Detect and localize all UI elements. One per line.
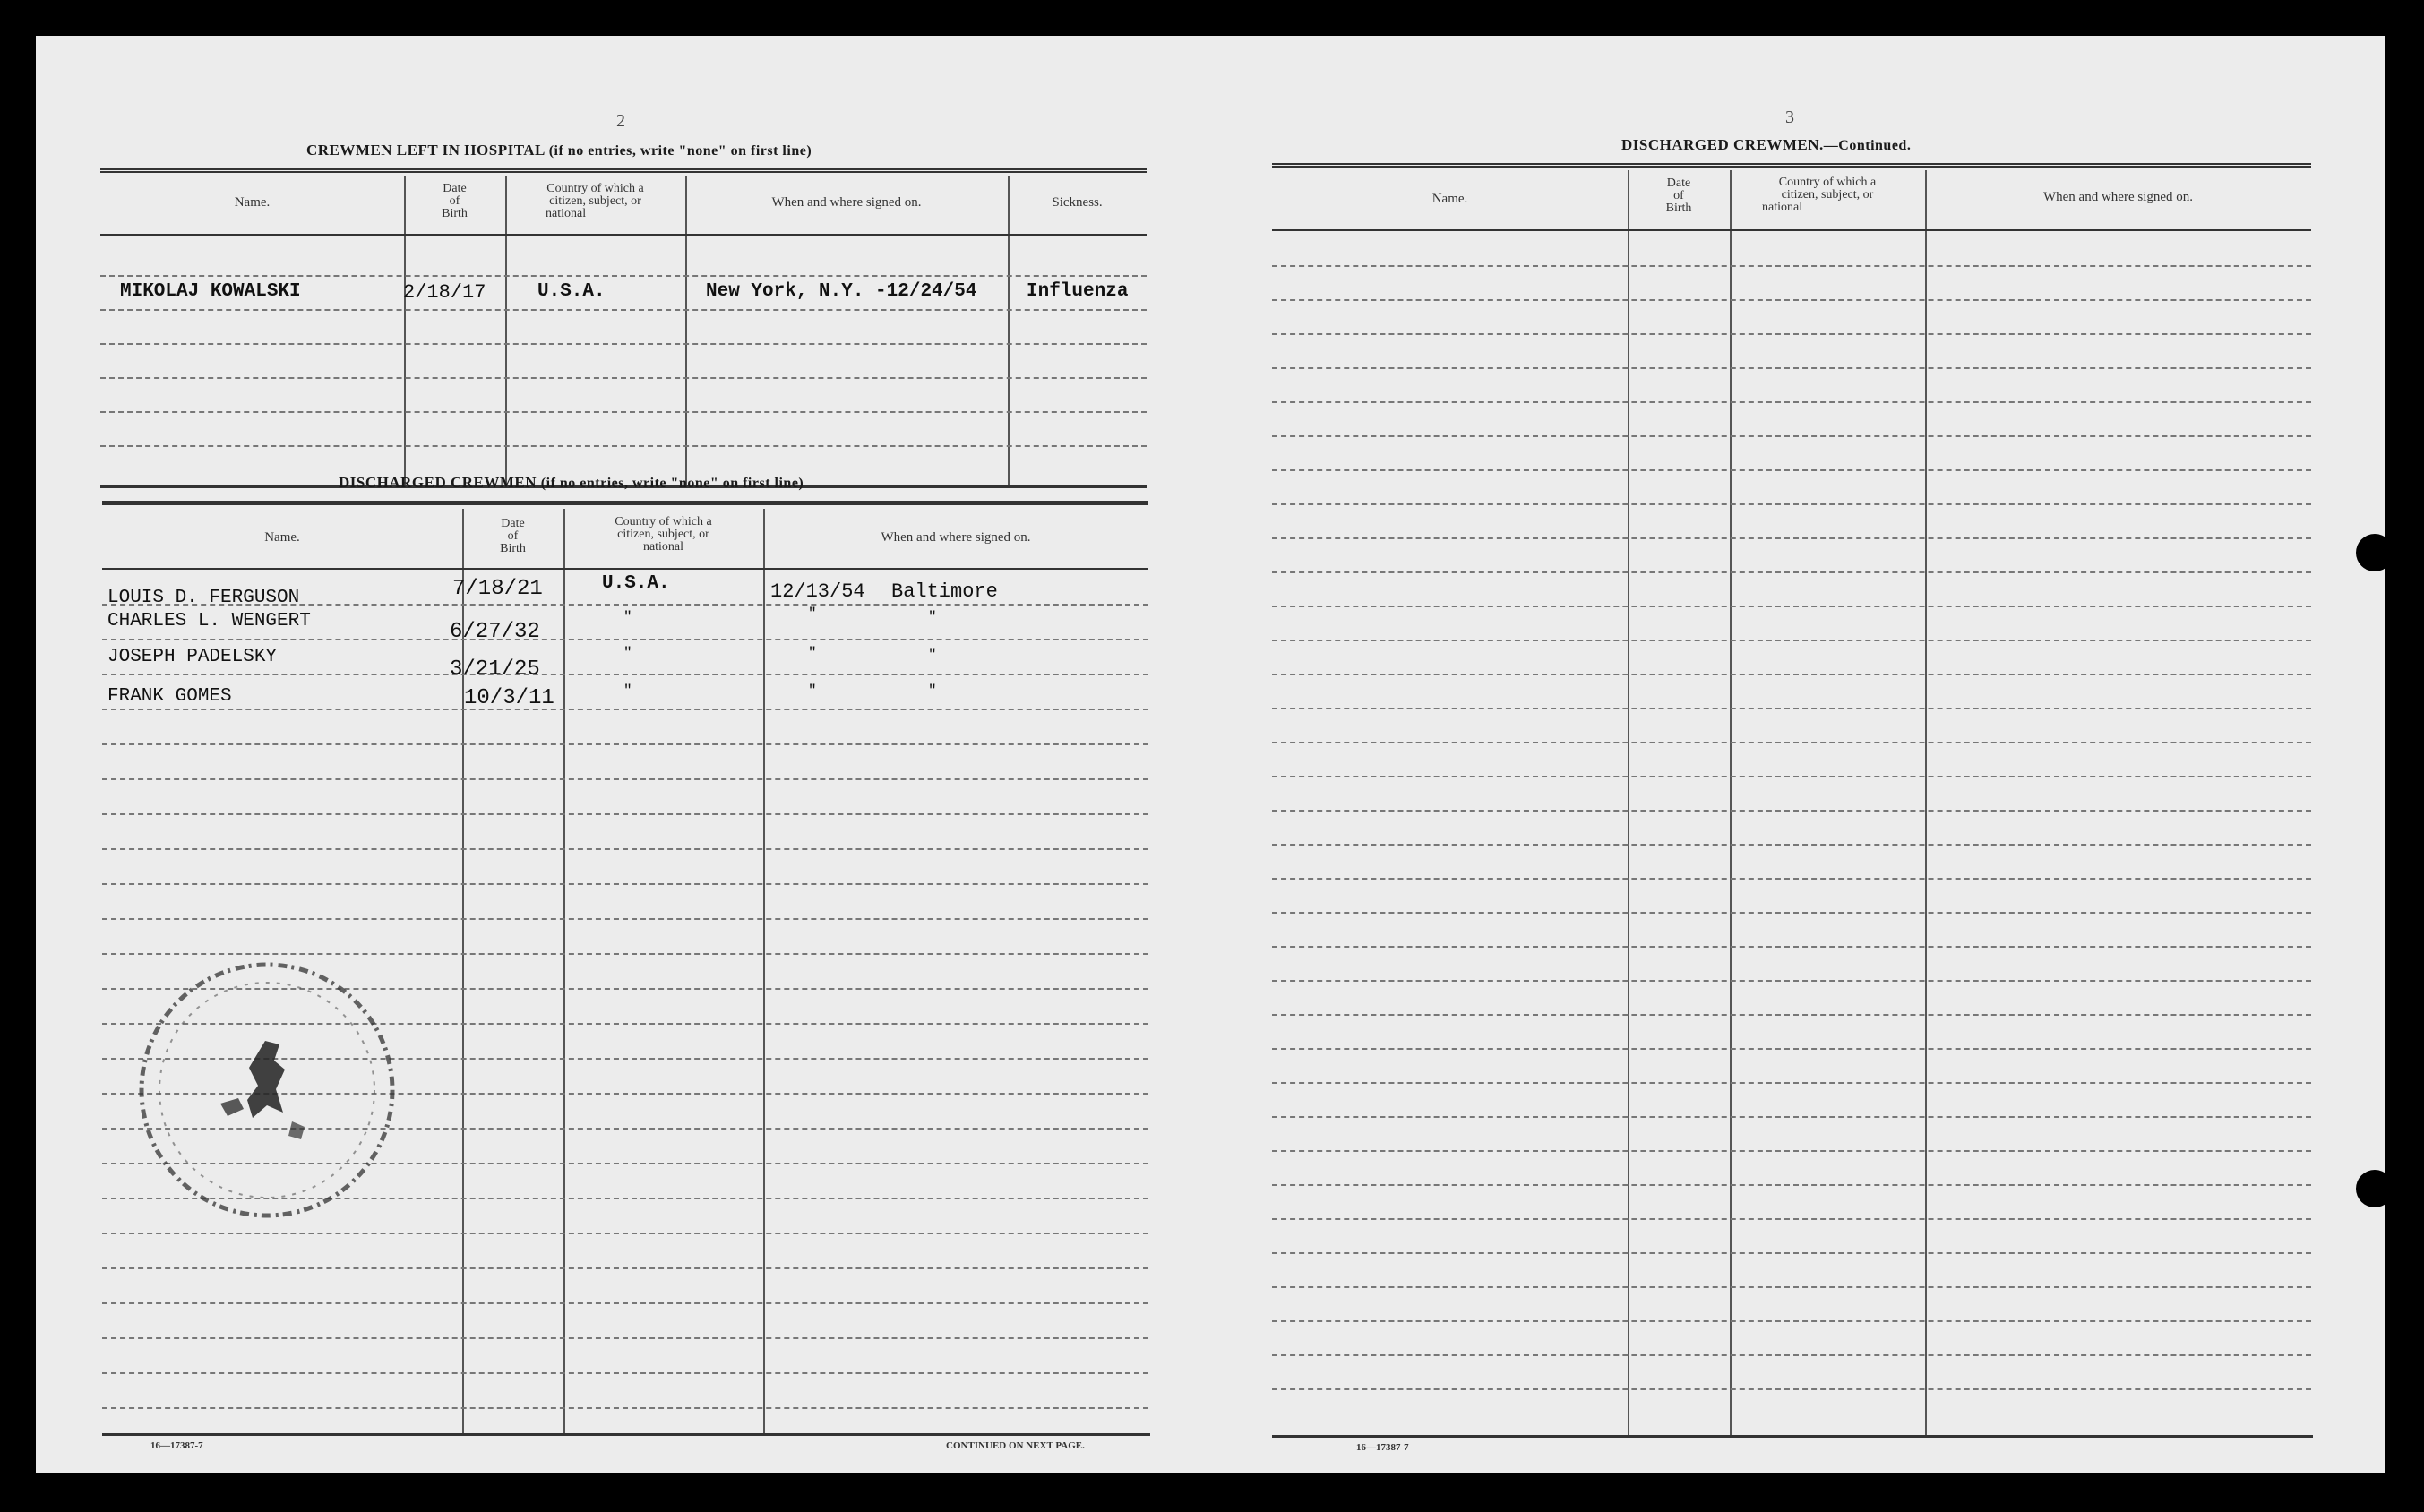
dob-header-line: Birth	[442, 207, 468, 220]
ruled-line	[100, 445, 1147, 447]
country-header-line: Country of which a	[615, 515, 712, 528]
ruled-line	[1272, 640, 2311, 641]
ruled-line	[1272, 1252, 2311, 1254]
hospital-row-country: U.S.A.	[537, 281, 606, 302]
ruled-line	[100, 309, 1147, 311]
discharged-row-name: LOUIS D. FERGUSON	[107, 588, 300, 608]
dob-header-line: Date	[443, 182, 467, 195]
ruled-line	[1272, 844, 2311, 846]
ruled-line	[102, 1337, 1148, 1339]
hospital-header-dob	[404, 183, 505, 220]
dob-header-line: of	[449, 194, 460, 208]
discharged-row-signed-place: Baltimore	[891, 580, 998, 603]
dob-header-line: Date	[1666, 176, 1691, 190]
ruled-line	[1272, 435, 2311, 437]
hospital-header-rule	[100, 234, 1147, 236]
right-header-country	[1730, 176, 1925, 214]
ruled-line	[1272, 912, 2311, 914]
ruled-line	[1272, 299, 2311, 301]
discharged-row-signed-date: "	[808, 645, 817, 661]
right-col-divider	[1925, 170, 1927, 1437]
dob-header-line: Birth	[1665, 202, 1692, 215]
ruled-line	[102, 639, 1148, 640]
ruled-line	[1272, 878, 2311, 880]
hospital-header-country	[505, 183, 685, 220]
hospital-title-note: (if no entries, write "none" on first line)	[548, 143, 812, 159]
right-section-title	[1621, 136, 1911, 154]
right-top-rule	[1272, 163, 2311, 168]
discharged-row-signed-place: "	[928, 609, 937, 625]
discharged-row-country: U.S.A.	[602, 573, 670, 594]
discharged-col-divider	[763, 509, 765, 1433]
ruled-line	[1272, 1116, 2311, 1118]
ruled-line	[1272, 1354, 2311, 1356]
ruled-line	[100, 411, 1147, 413]
hospital-row-dob: 2/18/17	[403, 281, 486, 304]
right-header-name: Name.	[1431, 192, 1468, 206]
right-title-text: DISCHARGED CREWMEN.	[1621, 136, 1824, 153]
discharged-header-country	[563, 516, 763, 554]
ruled-line	[1272, 401, 2311, 403]
ruled-line	[1272, 1218, 2311, 1220]
dob-header-line: of	[1673, 189, 1684, 202]
dob-header-line: Birth	[500, 542, 526, 555]
hospital-row-signed: New York, N.Y. -12/24/54	[706, 281, 977, 302]
ruled-line	[100, 275, 1147, 277]
ruled-line	[102, 1302, 1148, 1304]
right-header-dob	[1628, 177, 1730, 215]
country-header-line: citizen, subject, or	[617, 528, 709, 541]
ruled-line	[102, 778, 1148, 780]
discharged-section-title	[339, 474, 804, 492]
ink-stamp-image	[113, 942, 417, 1238]
discharged-header-dob	[462, 518, 563, 555]
discharged-bottom-rule	[102, 1433, 1150, 1436]
ruled-line	[1272, 265, 2311, 267]
ruled-line	[1272, 1048, 2311, 1050]
ruled-line	[100, 377, 1147, 379]
ruled-line	[102, 709, 1148, 710]
ruled-line	[102, 1407, 1148, 1409]
hospital-row-name: MIKOLAJ KOWALSKI	[120, 281, 301, 302]
hospital-header-name: Name.	[234, 195, 271, 210]
ruled-line	[1272, 946, 2311, 948]
ruled-line	[102, 883, 1148, 885]
ruled-line	[1272, 742, 2311, 743]
page-number-right: 3	[1785, 107, 1794, 127]
ruled-line	[1272, 776, 2311, 777]
discharged-row-signed-date: "	[808, 606, 817, 622]
discharged-row-dob: 7/18/21	[452, 577, 543, 601]
discharged-title-text: DISCHARGED CREWMEN	[339, 474, 537, 491]
discharged-row-country: "	[623, 683, 632, 699]
ruled-line	[1272, 367, 2311, 369]
hospital-top-rule	[100, 168, 1147, 173]
right-header-rule	[1272, 229, 2311, 231]
ruled-line	[1272, 333, 2311, 335]
hospital-title-text: CREWMEN LEFT IN HOSPITAL	[306, 142, 545, 159]
ruled-line	[1272, 980, 2311, 982]
country-header-line: national	[546, 207, 587, 220]
page-number-left: 2	[616, 111, 625, 131]
form-number-left: 16—17387-7	[150, 1440, 203, 1451]
ruled-line	[102, 918, 1148, 920]
hospital-col-divider	[404, 176, 406, 485]
discharged-row-country: "	[623, 609, 632, 625]
ruled-line	[102, 674, 1148, 675]
right-header-signed: When and where signed on.	[2042, 190, 2194, 204]
country-header-line: national	[642, 540, 684, 554]
ruled-line	[102, 743, 1148, 745]
country-header-line: citizen, subject, or	[549, 194, 641, 208]
ruled-line	[1272, 810, 2311, 812]
right-col-divider	[1628, 170, 1629, 1437]
ruled-line	[1272, 537, 2311, 539]
left-page	[36, 36, 1191, 1473]
binder-hole	[2356, 534, 2394, 571]
discharged-row-country: "	[623, 645, 632, 661]
ruled-line	[1272, 1082, 2311, 1084]
ruled-line	[1272, 1150, 2311, 1152]
discharged-row-dob: 6/27/32	[450, 620, 540, 644]
binder-hole	[2356, 1170, 2394, 1207]
hospital-header-signed: When and where signed on.	[771, 195, 922, 210]
dob-header-line: Date	[501, 517, 525, 530]
discharged-row-name: JOSEPH PADELSKY	[107, 647, 278, 667]
hospital-row-sickness: Influenza	[1027, 281, 1129, 302]
ruled-line	[100, 343, 1147, 345]
ruled-line	[1272, 469, 2311, 471]
ruled-line	[1272, 1320, 2311, 1322]
ruled-line	[1272, 1014, 2311, 1016]
right-bottom-rule	[1272, 1435, 2313, 1438]
country-header-line: citizen, subject, or	[1781, 188, 1874, 202]
ruled-line	[102, 813, 1148, 815]
hospital-col-divider	[1008, 176, 1010, 485]
discharged-col-divider	[462, 509, 464, 1433]
document-sheet	[36, 36, 2385, 1473]
hospital-section-title	[306, 142, 812, 159]
hospital-header-sickness: Sickness.	[1052, 195, 1103, 210]
discharged-row-dob: 3/21/25	[450, 657, 540, 682]
ruled-line	[1272, 503, 2311, 505]
ruled-line	[1272, 1286, 2311, 1288]
continued-note: CONTINUED ON NEXT PAGE.	[946, 1440, 1085, 1451]
ruled-line	[102, 1372, 1148, 1374]
country-header-line: Country of which a	[546, 182, 644, 195]
right-title-suffix: —Continued.	[1823, 138, 1912, 153]
ruled-line	[1272, 606, 2311, 607]
ruled-line	[1272, 674, 2311, 675]
ruled-line	[102, 848, 1148, 850]
discharged-row-name: FRANK GOMES	[107, 686, 232, 707]
discharged-row-signed-date: "	[808, 683, 817, 699]
dob-header-line: of	[507, 529, 519, 543]
form-number-right: 16—17387-7	[1356, 1442, 1409, 1453]
discharged-row-signed-place: "	[928, 647, 937, 663]
discharged-title-note: (if no entries, write "none" on first line)	[540, 476, 804, 491]
ruled-line	[102, 1267, 1148, 1269]
country-header-line: national	[1762, 201, 1803, 214]
ruled-line	[1272, 1184, 2311, 1186]
discharged-row-signed-place: "	[928, 683, 937, 699]
discharged-header-signed: When and where signed on.	[881, 530, 1031, 545]
hospital-col-divider	[685, 176, 687, 485]
country-header-line: Country of which a	[1778, 176, 1877, 189]
right-col-divider	[1730, 170, 1732, 1437]
hospital-col-divider	[505, 176, 507, 485]
discharged-row-signed-date: 12/13/54	[770, 580, 865, 603]
ruled-line	[1272, 708, 2311, 709]
right-page	[1227, 36, 2385, 1473]
discharged-row-name: CHARLES L. WENGERT	[107, 611, 311, 631]
ruled-line	[1272, 1388, 2311, 1390]
discharged-col-divider	[563, 509, 565, 1433]
discharged-top-rule	[102, 501, 1148, 505]
discharged-header-name: Name.	[264, 530, 300, 545]
discharged-row-dob: 10/3/11	[464, 686, 554, 710]
ruled-line	[1272, 571, 2311, 573]
discharged-header-rule	[102, 568, 1148, 570]
